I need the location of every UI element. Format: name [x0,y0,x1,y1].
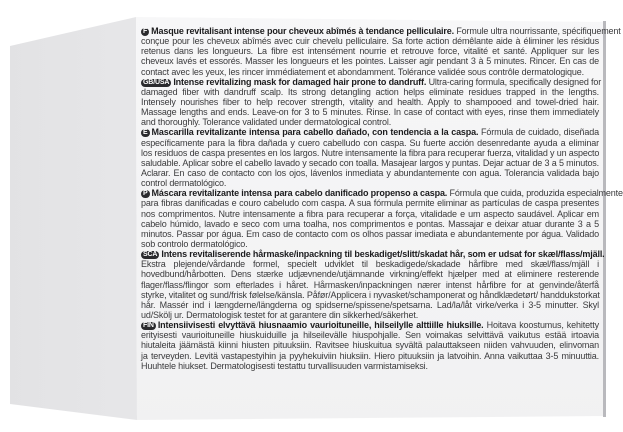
text-line: cabelo húmido, lavado e seco com uma toalha, nos comprimentos e pontas. Massajar e deixar atuar durante 3 a 5 [141,218,599,229]
language-section-f [141,26,621,77]
text-line: sob controlo dermatológico. [141,238,248,249]
language-badge: GB/USA [143,78,170,86]
text-line: Ekstra plejende/vårdande formel, specielt udviklet til beskadigede/skadade hårfibre med skæl/flass/mjäll i [141,259,599,270]
section-text: Hoitava koostumus, kehitetty [483,320,599,331]
text-line: ja terveyden. Levitä vastapestyihin ja pyyhekuiviin hiuksiin. Hiero pituuksiin ja latvoihin. Anna vaikuttaa 3-5 minuuttia. [141,350,599,361]
section-text: Fórmula de cuidado, diseñada [478,127,599,138]
language-badge: P [143,190,148,198]
section-heading: Intens revitaliserende hårmaske/inpackning til beskadiget/slitt/skadat hår, som er udsat for skæl/flass/mjäll. [161,249,605,260]
section-heading: Masque revitalisant intense pour cheveux abîmés à tendance pelliculaire. [151,26,454,36]
section-heading: Intensiivisesti elvyttävä hiusnaamio vaurioituneille, hilseilylle alttiille hiuksille. [157,320,484,331]
text-line: Aclarar. En caso de contacto con los ojos, lávenlos inmediata y abundantemente con agua. Tolerancia validada bajo [141,167,599,178]
text-line: contact avec les yeux, les rincer immédiatement et abondamment. Tolérance validée sous contrôle dermatologique. [141,66,584,77]
section-heading-line [141,320,599,330]
section-text: Fórmula que cuida, produzida especialmente [447,188,623,199]
section-heading-line [141,127,599,137]
section-heading: Intense revitalizing mask for damaged hair prone to dandruff. [173,76,427,87]
text-line: para fibras danificadas e couro cabeludo com caspa. A sua fórmula permite eliminar as partículas de caspa presentes [141,198,599,209]
language-section-fin [141,320,599,371]
section-heading-line [141,76,602,87]
section-text: Ultra-caring formula, specifically designed for [426,76,602,87]
text-line: cheveux lavés et essorés. Masser les longueurs et les pointes. Laisser agir pendant 3 à 5 minutes. Rincer. En cas de [141,56,599,67]
text-line: control dermatológico. [141,178,227,189]
text-line: hår. Massér ind i længderne/längderna og spidserne/spissene/spetsarna. Lad/la/låt virke/verka i 3-5 minutter. Skyl [141,299,599,310]
text-line: hiutaleita jäämästä kiinni hiusten pituuksiin. Ravitsee hiuskuitua syvältä palauttakseen niiden vahvuuden, elinvoman [141,340,599,351]
section-heading-line [141,249,605,260]
section-heading: Mascarilla revitalizante intensa para cabello dañado, con tendencia a la caspa. [151,127,479,138]
text-line: minutos. Passar por água. Em caso de contacto com os olhos passar imediata e abundantemente por água. Validado [141,228,599,239]
text-line: los residuos de caspa presentes en los largos. Nutre intensamente la fibra para recuperar fuerza, vitalidad y un aspecto [141,147,600,158]
section-heading: Máscara revitalizante intensa para cabelo danificado propenso a caspa. [151,188,448,199]
language-badge: FIN [143,322,154,330]
text-line: and thoroughly. Tolerance validated under dermatological control. [141,117,392,128]
text-line: erityisesti vaurioituneille hiuskuiduille ja hilseilevälle hiuspohjalle. Sen voimakas selvittävä vaikutus estää irtoavia [141,330,599,341]
language-badge: F [143,28,148,35]
text-line: Massage lengths and ends. Leave-on for 3 to 5 minutes. Rinse. In case of contact with eyes, rinse them immediately [141,107,599,118]
box-edge [603,21,606,417]
text-line: flager/flass/flingor som efterlades i håret. Hårmasken/inpackningen nærer intenst hårfibre for at genvinde/återfå [141,279,599,290]
language-section-e [141,127,599,188]
product-instructions [141,26,623,371]
text-line: saludable. Aplicar sobre el cabello lavado y secado con toalla. Masajear largos y puntas. Dejar actuar de 3 a 5 minutos. [141,157,599,168]
text-line: conçue pour les cheveux abîmés avec cuir chevelu pelliculaire. Sa forte action démêlante aide à éliminer les résidus [141,36,599,47]
language-section-gb-usa [141,76,602,128]
section-text: Formule ultra nourrissante, spécifiquement [453,26,621,36]
text-line: específicamente para la fibra dañada y cuero cabelludo con caspa. Su fuerte acción desenredante ayuda a eliminar [141,137,599,148]
text-line: hovedbund/hårbotten. Dens stærke udjævnende/utjämnande virkning/effekt hjælper med at eliminere resterende [141,269,599,280]
section-heading-line [141,26,621,36]
text-line: damaged fiber with dandruff scalp. Its strong detangling action helps eliminate residues trapped in the lengths. [141,86,599,97]
text-line: Huuhtele hiukset. Dermatologisesti testattu turvallisuuden varmistamiseksi. [141,360,428,371]
text-line: ud/Skölj ur. Dermatologisk testet for at garantere din sikkerhed/säkerhet. [141,309,419,320]
section-heading-line [141,188,623,199]
text-line: styrke, vitalitet og sund/frisk følelse/känsla. Påfør/Applicera i nyvasket/schamponerat og håndklædetørt/ handdukstorkat [141,289,600,300]
language-badge: E [143,129,148,137]
language-badge: SCA [143,251,158,259]
language-section-p [141,188,623,249]
language-section-sca [141,249,605,320]
text-line: nos comprimentos. Nutre intensamente a fibra para recuperar a força, vitalidade e um aspecto saudável. Aplicar em [141,208,599,219]
text-line: retenus dans les longueurs. La fibre est intensément nourrie et retrouve force, vitalité et santé. Appliquer sur les [141,46,599,57]
text-line: Intensely nourishes fiber to help recover strength, vitality and health. Apply to shampooed and towel-dried hair. [141,96,599,107]
